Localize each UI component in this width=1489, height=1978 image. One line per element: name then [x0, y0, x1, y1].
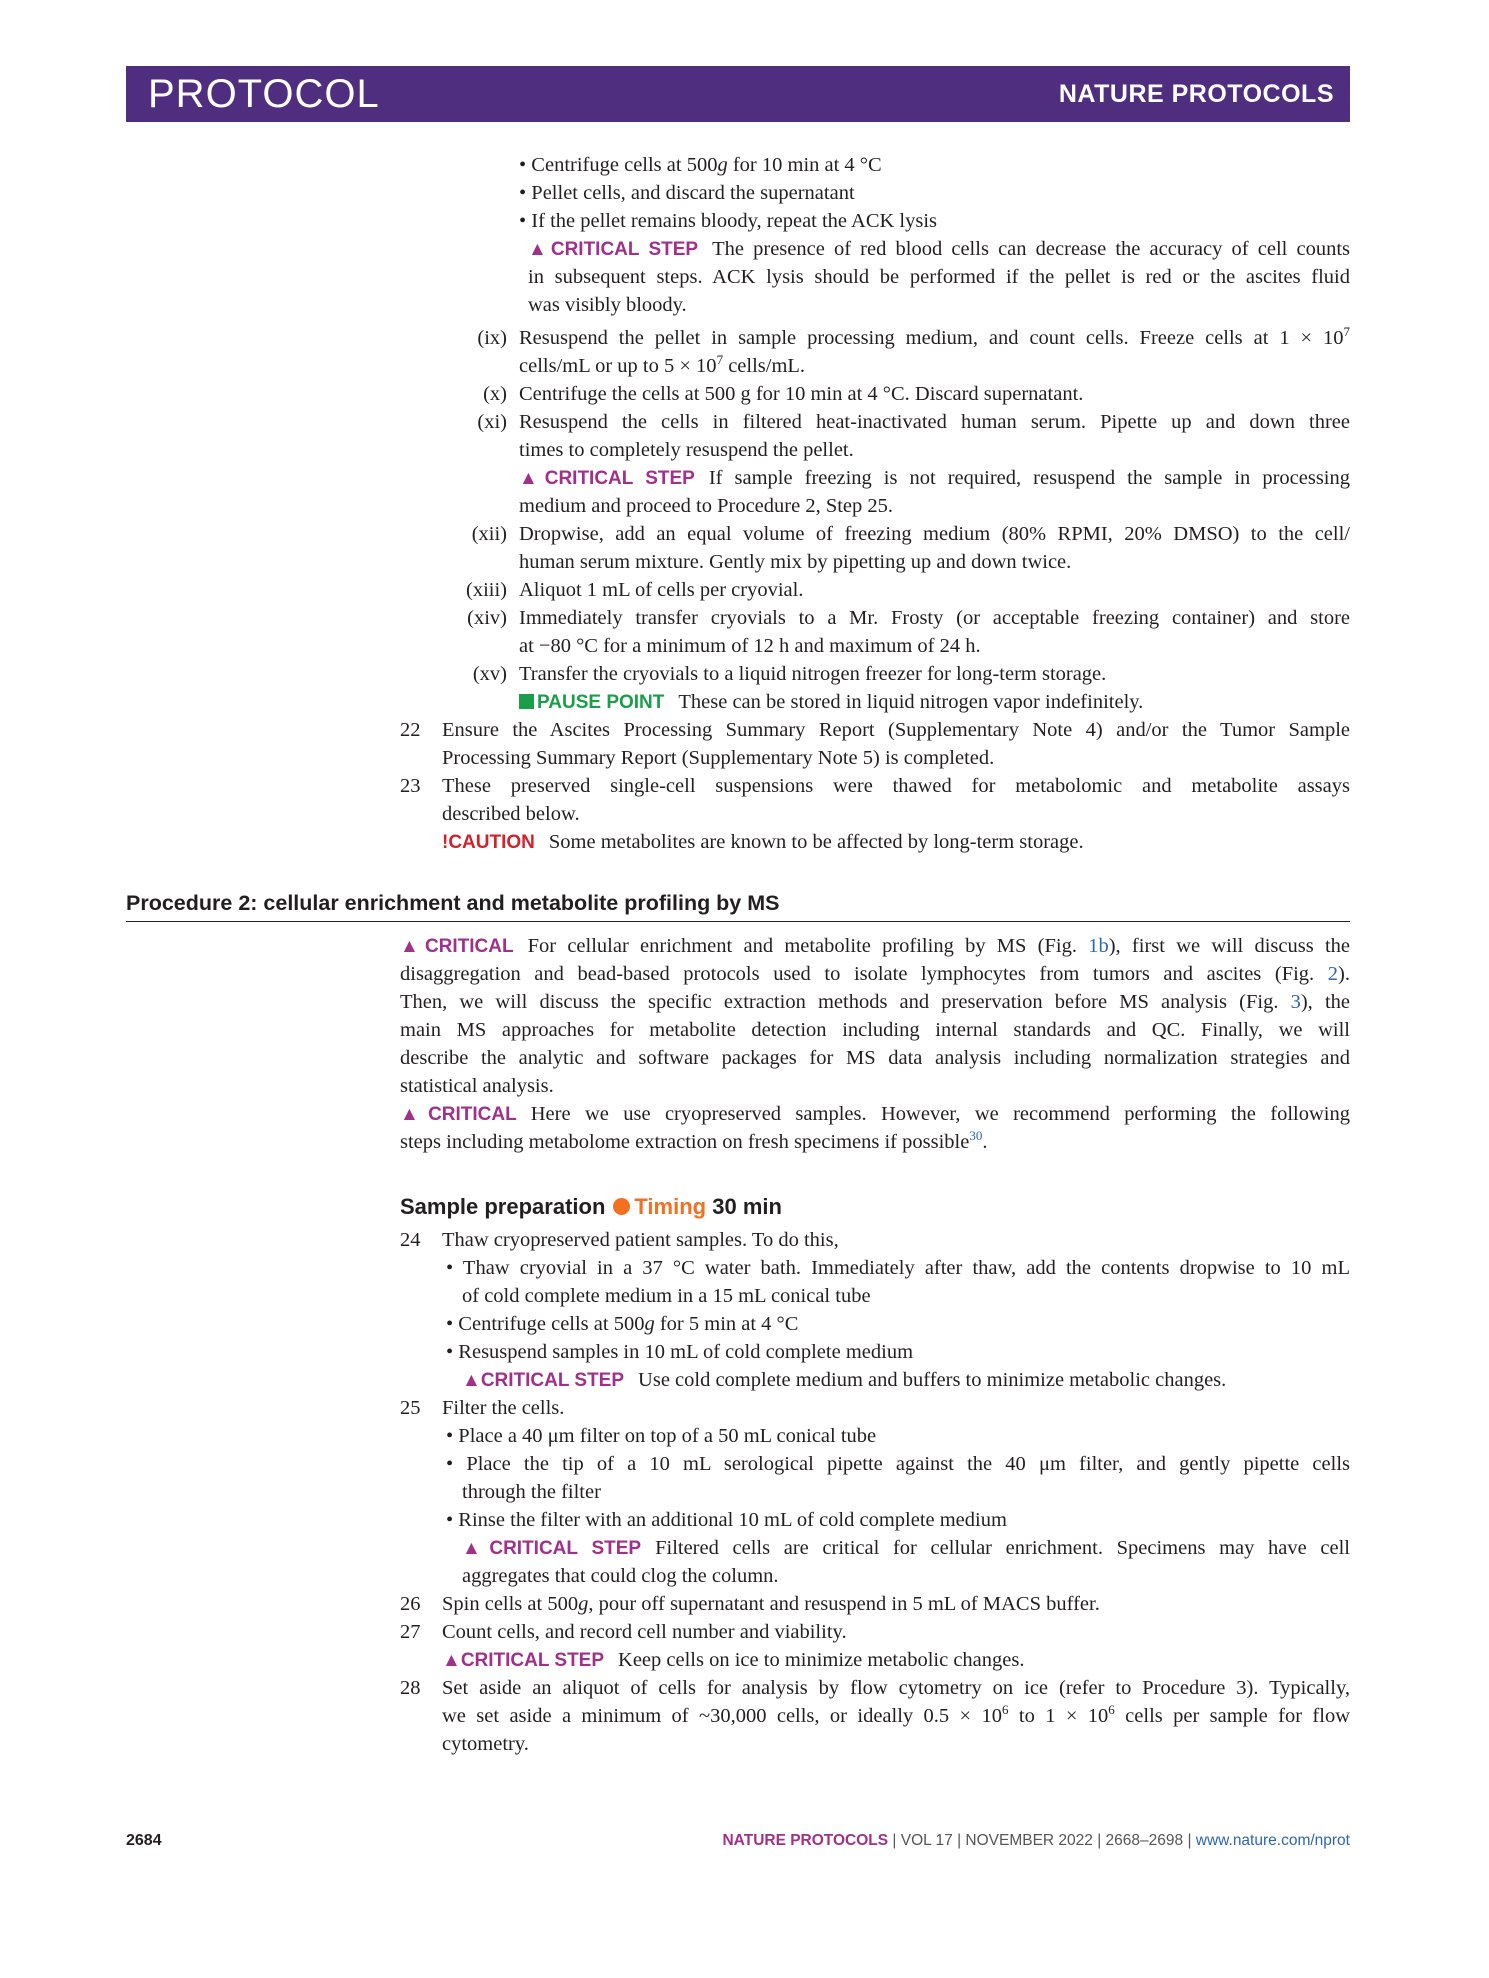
section-label: PROTOCOL — [148, 71, 380, 116]
step-text: These preserved single-cell suspensions were thawed for metabolomic and metabolite assays — [442, 775, 1350, 797]
subsection-heading: Sample preparation Timing 30 min — [400, 1194, 782, 1219]
text-line: disaggregation and bead-based protocols used to isolate lymphocytes from tumors and ascites (Fig. 2). — [400, 963, 1350, 985]
step-number: 23 — [400, 775, 421, 797]
step-text: described below. — [442, 803, 580, 825]
square-icon — [519, 694, 534, 709]
journal-url-link[interactable]: www.nature.com/nprot — [1195, 1832, 1350, 1849]
step-number: 28 — [400, 1677, 421, 1699]
text-line: describe the analytic and software packages for MS data analysis including normalization strategies and — [400, 1047, 1350, 1069]
bullet-line: • Rinse the filter with an additional 10 mL of cold complete medium — [446, 1509, 1007, 1531]
bullet-line: • Pellet cells, and discard the supernatant — [519, 182, 855, 204]
text-line: aggregates that could clog the column. — [462, 1565, 779, 1587]
critical-step-note: ▲CRITICAL STEP The presence of red blood cells can decrease the accuracy of cell counts — [528, 238, 1351, 260]
step-text: times to completely resuspend the pellet. — [519, 439, 854, 461]
text-line: was visibly bloody. — [528, 294, 687, 316]
step-number: 22 — [400, 719, 421, 741]
step-text: we set aside a minimum of ~30,000 cells, or ideally $0.5 \times 10^6$ to $1 \times 10^6$ cells per sample for flow — [442, 1702, 1350, 1727]
step-text: Set aside an aliquot of cells for analysis by flow cytometry on ice (refer to Procedure 3). Typically, — [442, 1677, 1350, 1699]
step-text: Centrifuge the cells at 500 g for 10 min at 4 °C. Discard supernatant. — [519, 383, 1084, 405]
critical-step-note: ▲CRITICAL STEP If sample freezing is not required, resuspend the sample in processing — [519, 467, 1350, 489]
bullet-line: • Thaw cryovial in a 37 °C water bath. Immediately after thaw, add the contents dropwise to 10 mL — [446, 1257, 1350, 1279]
triangle-icon: ▲ — [442, 1650, 461, 1671]
critical-step-note: ▲CRITICAL STEP Keep cells on ice to minimize metabolic changes. — [442, 1649, 1025, 1671]
critical-step-note: ▲CRITICAL STEP Filtered cells are critical for cellular enrichment. Specimens may have cell — [462, 1537, 1350, 1559]
step-number: (xv) — [472, 663, 507, 685]
step-text: at −80 °C for a minimum of 12 h and maximum of 24 h. — [519, 635, 981, 657]
triangle-icon: ▲ — [462, 1370, 481, 1391]
figure-link: 2 — [1327, 963, 1339, 985]
text-line: medium and proceed to Procedure 2, Step 25. — [519, 495, 894, 517]
triangle-icon: ▲ — [400, 936, 425, 957]
step-text: Transfer the cryovials to a liquid nitrogen freezer for long-term storage. — [519, 663, 1107, 685]
bullet-line: • Centrifuge cells at 500g for 10 min at 4 °C — [519, 154, 882, 176]
triangle-icon: ▲ — [528, 239, 551, 260]
bullet-line: of cold complete medium in a 15 mL conical tube — [462, 1285, 871, 1307]
bullet-line: • Centrifuge cells at 500g for 5 min at 4 °C — [446, 1313, 799, 1335]
critical-note: ▲CRITICAL For cellular enrichment and metabolite profiling by MS (Fig. 1b), first we will discuss the — [400, 935, 1350, 957]
bullet-line: • Resuspend samples in 10 mL of cold complete medium — [446, 1341, 914, 1363]
text-line: in subsequent steps. ACK lysis should be performed if the pellet is red or the ascites fluid — [528, 266, 1350, 288]
journal-name: NATURE PROTOCOLS — [1058, 79, 1334, 108]
figure-link: 1b — [1088, 935, 1109, 957]
step-text: cells/mL or up to $5 \times 10^7$ cells/mL. — [519, 352, 806, 377]
text-line: statistical analysis. — [400, 1075, 554, 1097]
triangle-icon: ▲ — [462, 1538, 490, 1559]
step-number: (xi) — [477, 411, 507, 433]
step-text: Resuspend the pellet in sample processing medium, and count cells. Freeze cells at $1 \times 10^7$ — [519, 324, 1350, 349]
step-text: Thaw cryopreserved patient samples. To do this, — [442, 1229, 839, 1251]
step-text: Count cells, and record cell number and viability. — [442, 1621, 847, 1643]
timing-dot-icon — [613, 1198, 630, 1215]
step-text: Spin cells at 500g, pour off supernatant and resuspend in 5 mL of MACS buffer. — [442, 1593, 1100, 1615]
text-line: steps including metabolome extraction on fresh specimens if possible$^{30}$. — [400, 1128, 988, 1153]
text-line: Then, we will discuss the specific extraction methods and preservation before MS analysis (Fig. 3), the — [400, 991, 1350, 1013]
step-number: (xii) — [471, 523, 507, 545]
page-number: 2684 — [126, 1832, 162, 1849]
step-number: (ix) — [477, 327, 507, 349]
step-number: (xiii) — [466, 579, 507, 601]
step-text: human serum mixture. Gently mix by pipetting up and down twice. — [519, 551, 1072, 573]
step-text: Processing Summary Report (Supplementary Note 5) is completed. — [442, 747, 995, 769]
page-header-bar — [126, 66, 1350, 122]
triangle-icon: ▲ — [519, 468, 545, 489]
step-text: Aliquot 1 mL of cells per cryovial. — [519, 579, 804, 601]
step-text: Resuspend the cells in filtered heat-inactivated human serum. Pipette up and down three — [519, 411, 1350, 433]
bullet-line: • Place a 40 μm filter on top of a 50 mL conical tube — [446, 1425, 877, 1447]
critical-step-note: ▲CRITICAL STEP Use cold complete medium and buffers to minimize metabolic changes. — [462, 1369, 1227, 1391]
step-text: Filter the cells. — [442, 1397, 565, 1419]
step-text: Immediately transfer cryovials to a Mr. Frosty (or acceptable freezing container) and store — [519, 607, 1350, 629]
step-number: 27 — [400, 1621, 421, 1643]
triangle-icon: ▲ — [400, 1104, 429, 1125]
footer-citation: NATURE PROTOCOLS | VOL 17 | NOVEMBER 2022 | 2668–2698 | www.nature.com/nprot — [722, 1832, 1350, 1849]
step-number: 24 — [400, 1229, 421, 1251]
bullet-line: • Place the tip of a 10 mL serological pipette against the 40 μm filter, and gently pipette cells — [446, 1453, 1350, 1475]
figure-link: 3 — [1290, 991, 1301, 1013]
section-heading: Procedure 2: cellular enrichment and metabolite profiling by MS — [126, 891, 1350, 922]
text-line: main MS approaches for metabolite detection including internal standards and QC. Finally, we will — [400, 1019, 1350, 1041]
bullet-line: • If the pellet remains bloody, repeat the ACK lysis — [519, 210, 938, 232]
bullet-line: through the filter — [462, 1481, 601, 1503]
step-text: Dropwise, add an equal volume of freezing medium (80% RPMI, 20% DMSO) to the cell/ — [519, 523, 1350, 545]
step-text: Ensure the Ascites Processing Summary Report (Supplementary Note 4) and/or the Tumor Sample — [442, 719, 1350, 741]
critical-note: ▲CRITICAL Here we use cryopreserved samples. However, we recommend performing the following — [400, 1103, 1351, 1125]
step-number: (xiv) — [467, 607, 507, 629]
reference-link: 30 — [969, 1128, 983, 1144]
step-number: 26 — [400, 1593, 421, 1615]
pause-point-note: PAUSE POINT These can be stored in liquid nitrogen vapor indefinitely. — [519, 688, 1143, 717]
step-text: cytometry. — [442, 1733, 529, 1755]
step-number: 25 — [400, 1397, 421, 1419]
exclamation-icon: ! — [442, 832, 449, 853]
caution-note: !CAUTION Some metabolites are known to be affected by long-term storage. — [442, 831, 1084, 853]
step-number: (x) — [483, 383, 507, 405]
